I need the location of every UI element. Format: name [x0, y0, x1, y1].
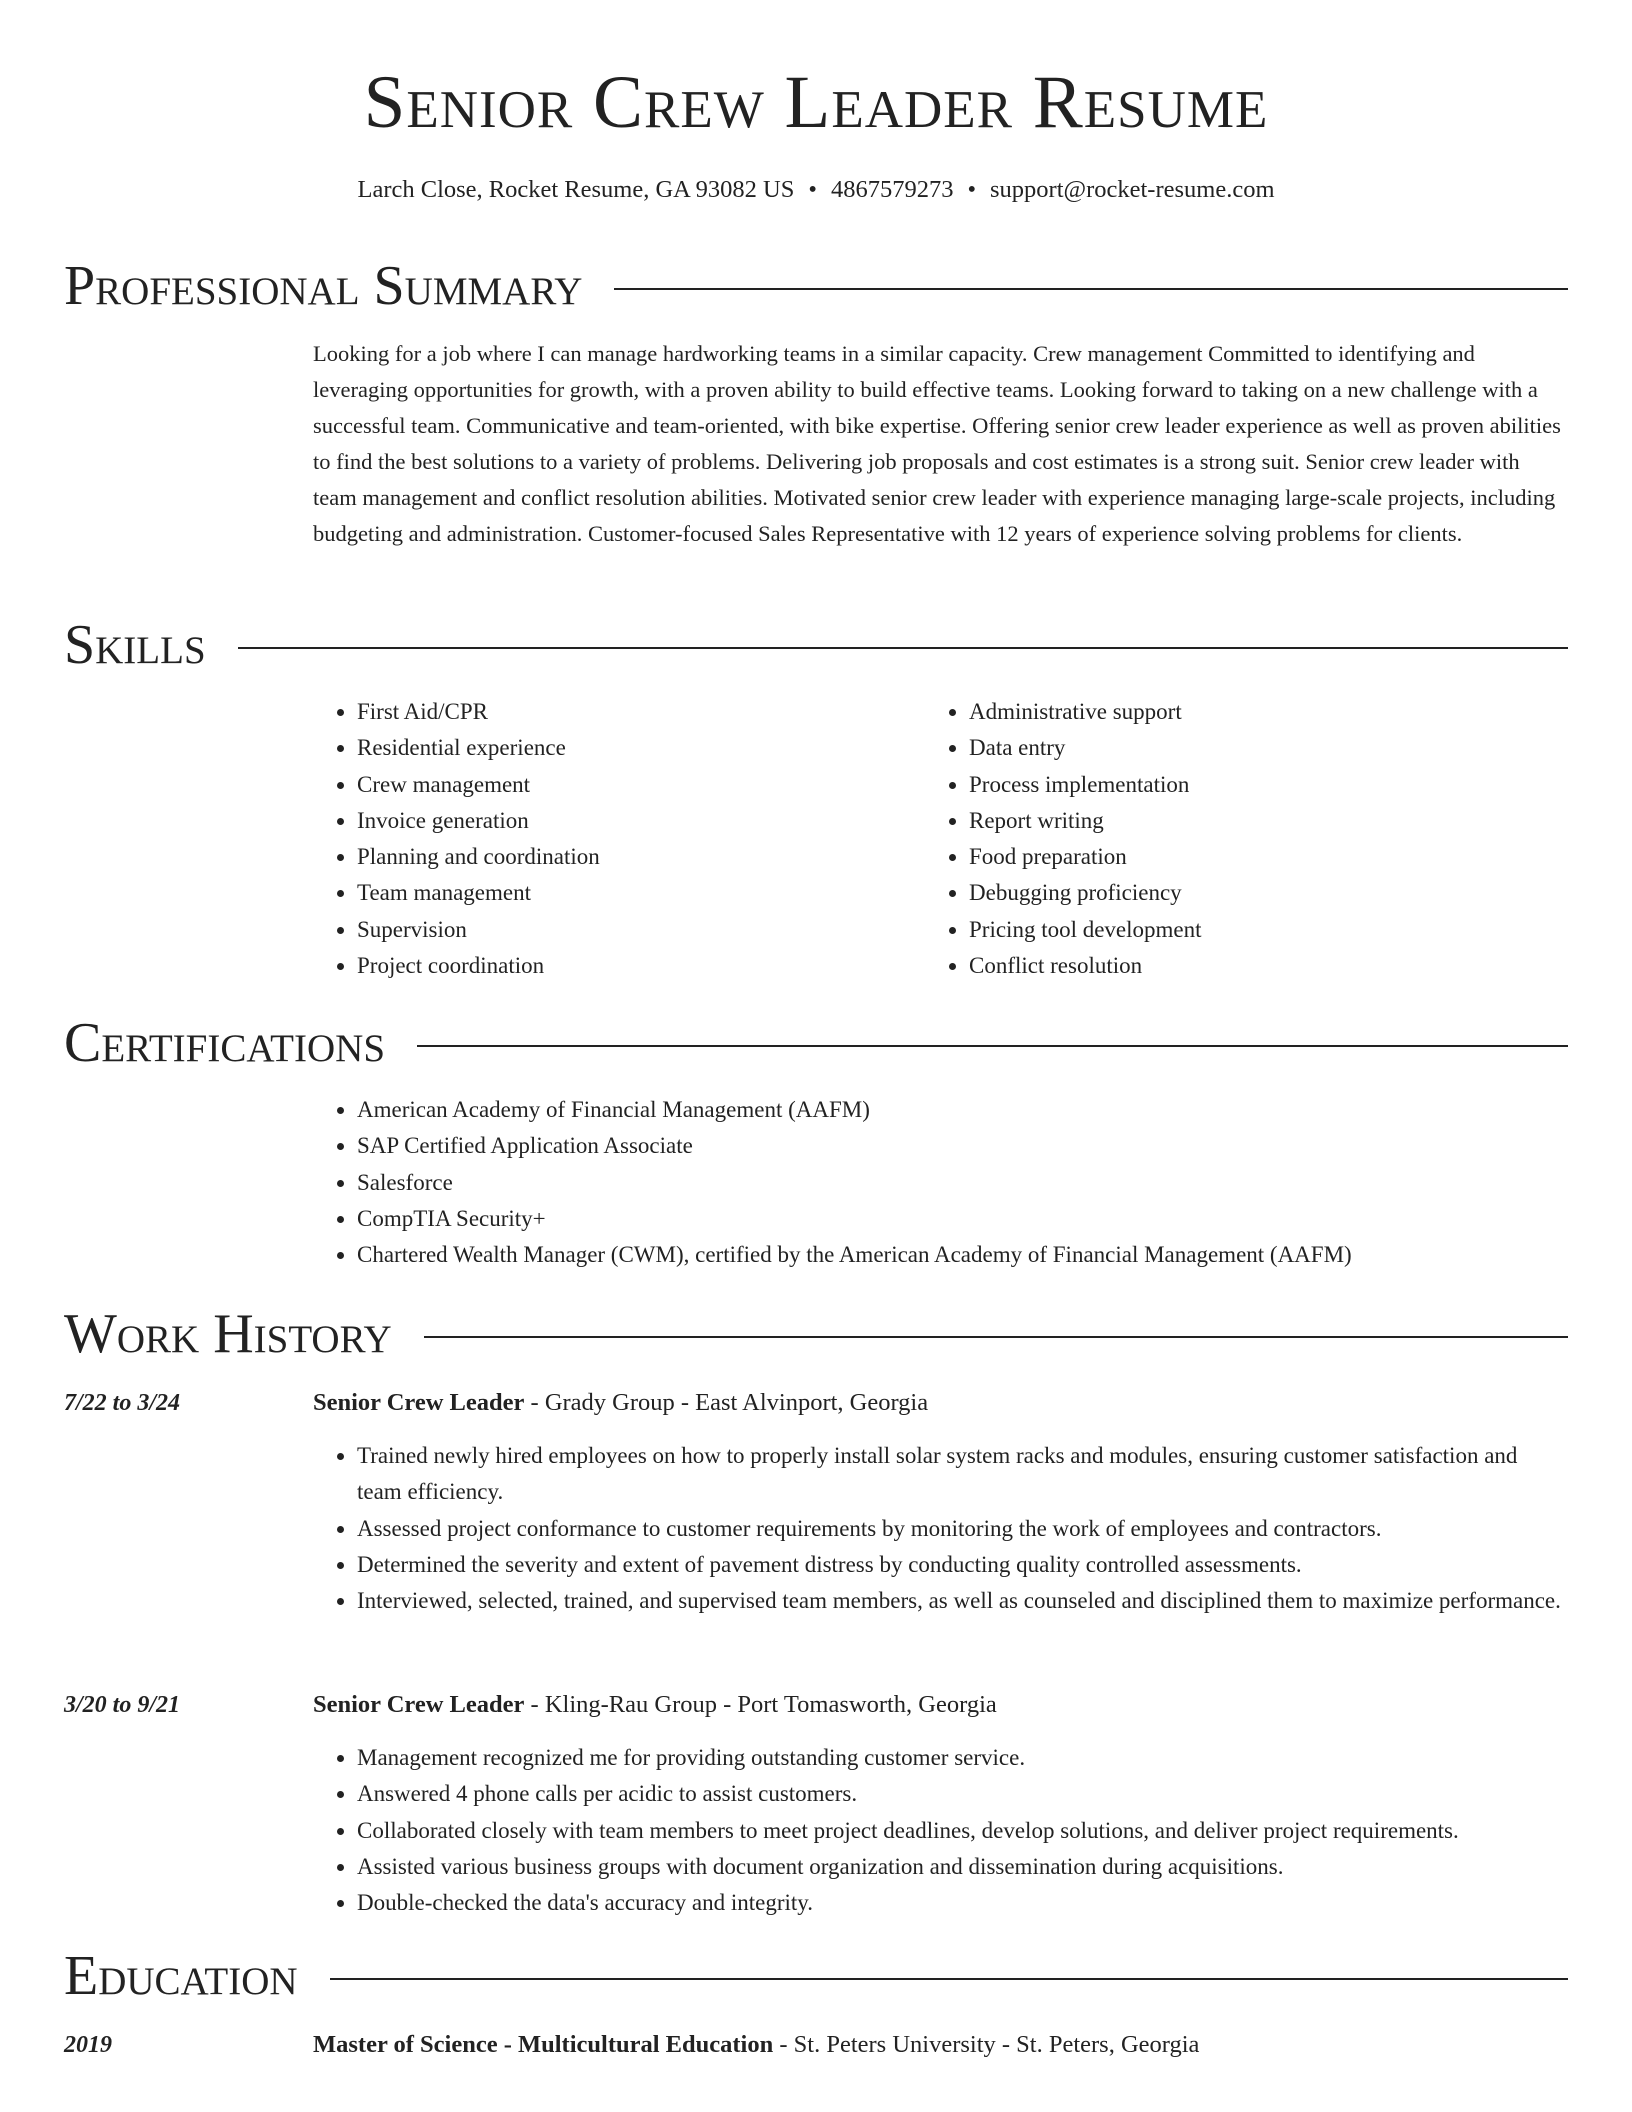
education-details: - St. Peters University - St. Peters, Georgia [773, 2031, 1200, 2058]
job-heading [313, 1385, 1565, 1421]
summary-heading: Professional Summary [64, 255, 583, 317]
job-dates: 3/20 to 9/21 [64, 1692, 181, 1718]
section-divider [330, 1978, 1568, 1980]
skill-item: • First Aid/CPR [357, 694, 913, 730]
job-details: - Grady Group - East Alvinport, Georgia [524, 1389, 929, 1416]
education-heading-line [313, 2027, 1565, 2063]
resume-title: Senior Crew Leader Resume [363, 61, 1269, 144]
skills-column-left [313, 694, 913, 984]
contact-phone: 4867579273 [830, 176, 954, 203]
skill-item: • Data entry [969, 730, 1525, 766]
contact-address: Larch Close, Rocket Resume, GA 93082 US [357, 176, 795, 203]
skill-item: • Process implementation [969, 767, 1525, 803]
skill-item: • Debugging proficiency [969, 875, 1525, 911]
contact-line [0, 174, 1632, 206]
certification-item: • SAP Certified Application Associate [357, 1128, 1565, 1164]
skills-section-header [64, 613, 1568, 677]
job-bullet: • Assisted various business groups with document organization and dissemination during acquisitions. [357, 1849, 1565, 1885]
skill-item: • Conflict resolution [969, 948, 1525, 984]
skills-column-right [925, 694, 1525, 984]
summary-section-header [64, 254, 1568, 318]
job-bullet: • Assessed project conformance to customer requirements by monitoring the work of employees and contractors. [357, 1511, 1565, 1547]
section-divider [417, 1045, 1568, 1047]
job-title: Senior Crew Leader [313, 1389, 525, 1416]
summary-text: Looking for a job where I can manage hardworking teams in a similar capacity. Crew management Committed to identifying and leveraging opportunities for growth, with a proven ability to build effective teams. Looking forward to taking on a new challenge with a successful team. Communicative and team-oriented, with bike expertise. Offering senior crew leader experience as well as proven abilities to find the best solutions to a variety of problems. Delivering job proposals and cost estimates is a strong suit. Senior crew leader with team management and conflict resolution abilities. Motivated senior crew leader with experience managing large-scale projects, including budgeting and administration. Customer-focused Sales Representative with 12 years of experience solving problems for clients. [313, 341, 1561, 546]
job-bullet: • Double-checked the data's accuracy and integrity. [357, 1885, 1565, 1921]
skill-item: • Project coordination [357, 948, 913, 984]
skill-item: • Food preparation [969, 839, 1525, 875]
certifications-heading: Certifications [64, 1012, 386, 1074]
job-bullet: • Interviewed, selected, trained, and supervised team members, as well as counseled and disciplined them to maximize performance. [357, 1583, 1565, 1619]
skills-heading: Skills [64, 614, 206, 676]
skill-item: • Crew management [357, 767, 913, 803]
certification-item: • CompTIA Security+ [357, 1201, 1565, 1237]
job-dates: 7/22 to 3/24 [64, 1390, 181, 1416]
skill-item: • Invoice generation [357, 803, 913, 839]
skill-item: • Report writing [969, 803, 1525, 839]
certifications-list [313, 1092, 1565, 1273]
job-bullet-list [313, 1438, 1565, 1619]
skill-item: • Supervision [357, 912, 913, 948]
certification-item: • Salesforce [357, 1165, 1565, 1201]
job-heading [313, 1687, 1565, 1723]
job-bullet: • Trained newly hired employees on how to properly install solar system racks and modules, ensuring customer satisfaction and team efficiency. [357, 1438, 1565, 1511]
education-section-header [64, 1944, 1568, 2008]
contact-email[interactable]: support@rocket-resume.com [990, 176, 1275, 203]
contact-separator: • [967, 176, 977, 203]
job-bullet: • Collaborated closely with team members to meet project deadlines, develop solutions, and deliver project requirements. [357, 1813, 1565, 1849]
job-bullet: • Management recognized me for providing outstanding customer service. [357, 1740, 1565, 1776]
section-divider [238, 647, 1568, 649]
skill-item: • Team management [357, 875, 913, 911]
education-degree: Master of Science - Multicultural Education [313, 2031, 774, 2058]
job-bullet: • Answered 4 phone calls per acidic to assist customers. [357, 1776, 1565, 1812]
education-year: 2019 [64, 2032, 112, 2058]
certification-item: • American Academy of Financial Management (AAFM) [357, 1092, 1565, 1128]
job-details: - Kling-Rau Group - Port Tomasworth, Georgia [524, 1691, 997, 1718]
certification-item: • Chartered Wealth Manager (CWM), certified by the American Academy of Financial Management (AAFM) [357, 1237, 1565, 1273]
job-bullet-list [313, 1740, 1565, 1921]
section-divider [614, 288, 1568, 290]
job-bullet: • Determined the severity and extent of pavement distress by conducting quality controlled assessments. [357, 1547, 1565, 1583]
education-heading: Education [64, 1945, 298, 2007]
certifications-section-header [64, 1011, 1568, 1075]
section-divider [424, 1336, 1568, 1338]
skill-item: • Residential experience [357, 730, 913, 766]
work-heading: Work History [64, 1303, 392, 1365]
skill-item: • Planning and coordination [357, 839, 913, 875]
contact-separator: • [808, 176, 817, 203]
work-section-header [64, 1302, 1568, 1366]
job-title: Senior Crew Leader [313, 1691, 525, 1718]
skill-item: • Pricing tool development [969, 912, 1525, 948]
skill-item: • Administrative support [969, 694, 1525, 730]
